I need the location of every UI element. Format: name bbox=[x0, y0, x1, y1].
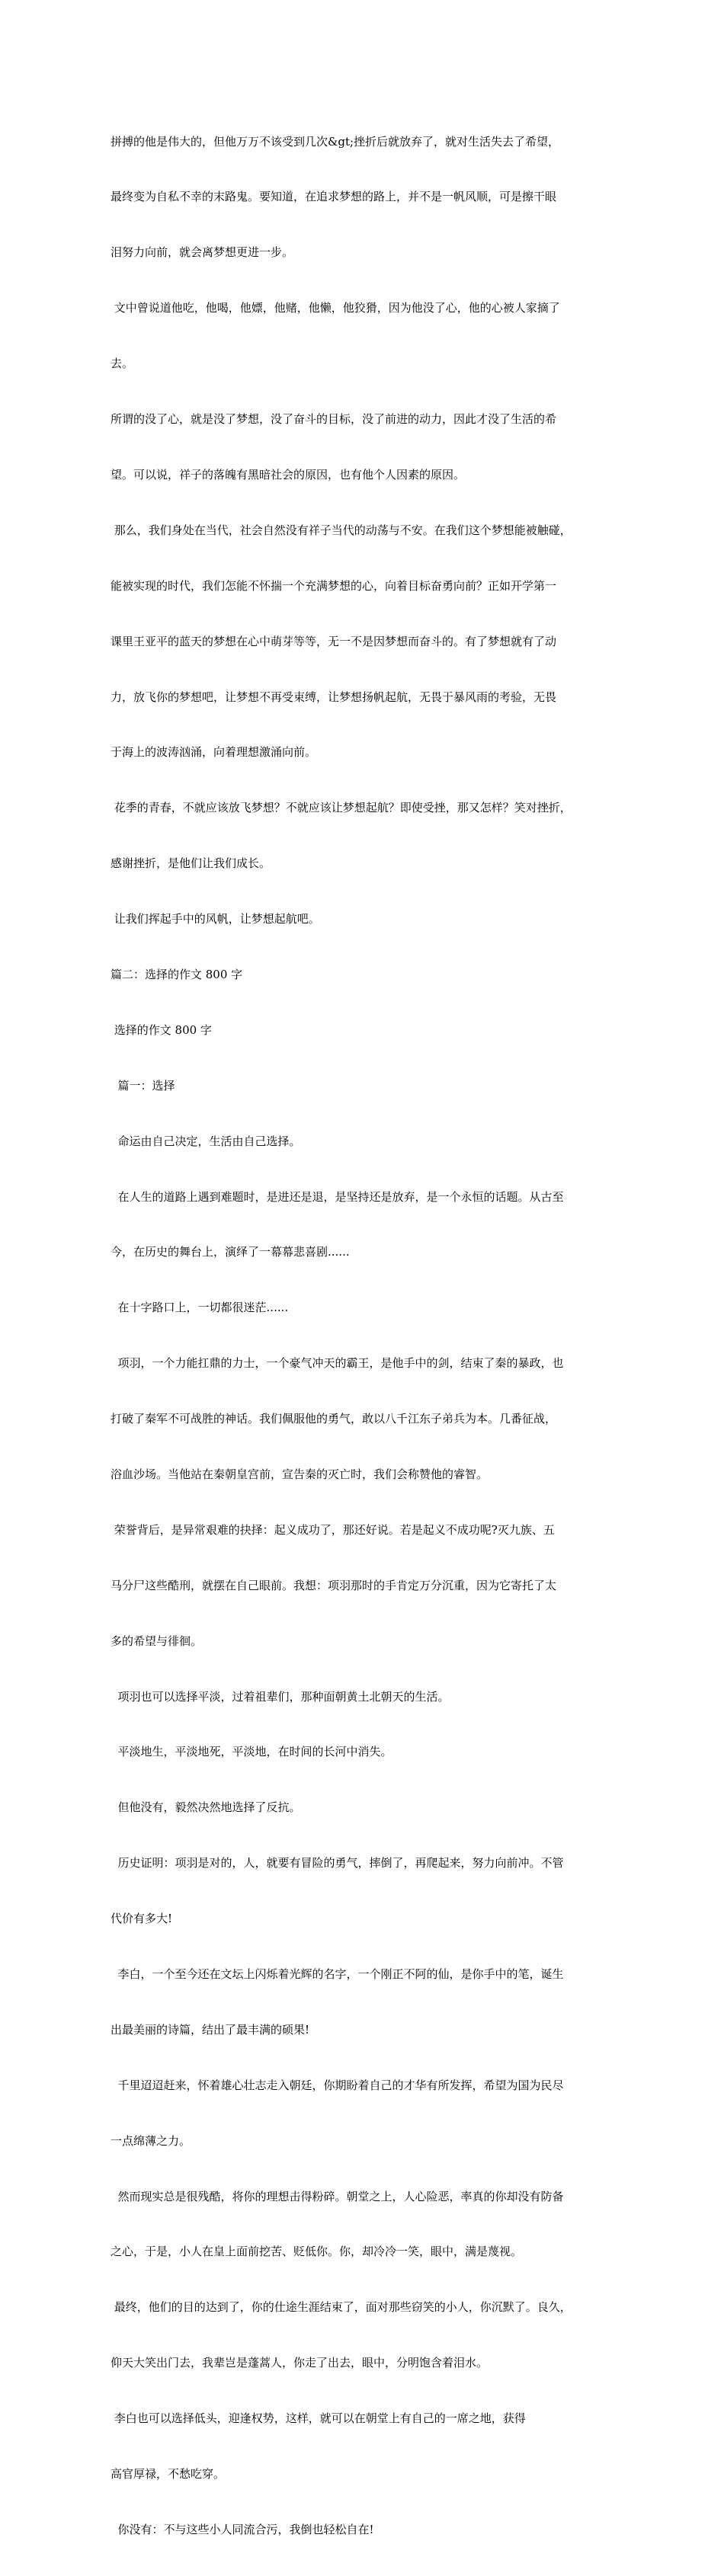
text-line: 平淡地生，平淡地死，平淡地，在时间的长河中消失。 bbox=[111, 1745, 392, 1759]
text-line: 然而现实总是很残酷，将你的理想击得粉碎。朝堂之上，人心险恶，率真的你却没有防备 bbox=[111, 2189, 564, 2203]
text-line: 最终，他们的目的达到了，你的仕途生涯结束了，面对那些窃笑的小人，你沉默了。良久， bbox=[111, 2300, 572, 2315]
text-line: 项羽也可以选择平淡，过着祖辈们，那种面朝黄土北朝天的生活。 bbox=[111, 1689, 450, 1704]
text-line: 拼搏的他是伟大的，但他万万不该受到几次&gt;挫折后就放弃了，就对生活失去了希望， bbox=[111, 134, 560, 149]
text-line: 课里王亚平的蓝天的梦想在心中萌芽等等，无一不是因梦想而奋斗的。有了梦想就有了动 bbox=[111, 634, 557, 648]
text-line: 花季的青春，不就应该放飞梦想？不就应该让梦想起航？即使受挫，那又怎样？笑对挫折， bbox=[111, 801, 572, 815]
text-line: 千里迢迢赶来，怀着雄心壮志走入朝廷，你期盼着自己的才华有所发挥，希望为国为民尽 bbox=[111, 2078, 564, 2092]
text-line: 荣誉背后，是异常艰难的抉择：起义成功了，那还好说。若是起义不成功呢?灭九族、五 bbox=[111, 1522, 555, 1537]
text-line: 所谓的没了心，就是没了梦想，没了奋斗的目标，没了前进的动力，因此才没了生活的希 bbox=[111, 412, 557, 427]
text-line: 代价有多大! bbox=[111, 1912, 173, 1926]
text-line: 你没有：不与这些小人同流合污，我倒也轻松自在! bbox=[111, 2522, 374, 2536]
text-line: 一点绵薄之力。 bbox=[111, 2133, 191, 2148]
text-line: 力，放飞你的梦想吧，让梦想不再受束缚，让梦想扬帆起航，无畏于暴风雨的考验，无畏 bbox=[111, 690, 557, 704]
text-line: 浴血沙场。当他站在秦朝皇宫前，宣告秦的灭亡时，我们会称赞他的睿智。 bbox=[111, 1467, 489, 1481]
text-line: 于海上的波涛汹涌，向着理想激涌向前。 bbox=[111, 745, 317, 760]
text-line: 出最美丽的诗篇，结出了最丰满的硕果! bbox=[111, 2022, 310, 2037]
text-line: 但他没有，毅然决然地选择了反抗。 bbox=[111, 1800, 301, 1815]
text-line: 让我们挥起手中的风帆，让梦想起航吧。 bbox=[111, 912, 320, 926]
text-line: 在人生的道路上遇到难题时，是进还是退，是坚持还是放弃，是一个永恒的话题。从古至 bbox=[111, 1189, 564, 1204]
text-line: 马分尸这些酷刑，就摆在自己眼前。我想：项羽那时的手肯定万分沉重，因为它寄托了太 bbox=[111, 1578, 557, 1592]
text-line: 今，在历史的舞台上，演绎了一幕幕悲喜剧...... bbox=[111, 1245, 350, 1259]
section-heading: 篇二：选择的作文 800 字 bbox=[111, 967, 243, 981]
text-line: 多的希望与徘徊。 bbox=[111, 1634, 203, 1648]
article-title: 选择的作文 800 字 bbox=[111, 1022, 212, 1037]
text-line: 历史证明：项羽是对的，人，就要有冒险的勇气，摔倒了，再爬起来，努力向前冲。不管 bbox=[111, 1856, 564, 1870]
text-line: 泪努力向前，就会离梦想更进一步。 bbox=[111, 245, 294, 260]
text-line: 仰天大笑出门去，我辈岂是蓬蒿人，你走了出去，眼中，分明饱含着泪水。 bbox=[111, 2356, 489, 2370]
text-line: 文中曾说道他吃，他喝，他嫖，他赌，他懒，他狡猾，因为他没了心，他的心被人家摘了 bbox=[111, 301, 560, 315]
text-line: 之心，于是，小人在皇上面前挖苦、贬低你。你，却冷冷一笑，眼中，满是蔑视。 bbox=[111, 2245, 523, 2259]
text-line: 在十字路口上，一切都很迷茫...... bbox=[111, 1301, 289, 1315]
text-line: 最终变为自私不幸的末路鬼。要知道，在追求梦想的路上，并不是一帆风顺，可是擦干眼 bbox=[111, 190, 557, 204]
text-line: 项羽，一个力能扛鼎的力士，一个豪气冲天的霸王，是他手中的剑，结束了秦的暴政，也 bbox=[111, 1356, 564, 1371]
text-line: 感谢挫折，是他们让我们成长。 bbox=[111, 856, 271, 871]
subsection-heading: 篇一：选择 bbox=[111, 1078, 175, 1093]
text-line: 李白也可以选择低头，迎逢权势，这样，就可以在朝堂上有自己的一席之地，获得 bbox=[111, 2411, 526, 2426]
text-line: 李白，一个至今还在文坛上闪烁着光辉的名字，一个刚正不阿的仙，是你手中的笔，诞生 bbox=[111, 1966, 564, 1981]
text-line: 打破了秦军不可战胜的神话。我们佩服他的勇气，敢以八千江东子弟兵为本。几番征战， bbox=[111, 1412, 557, 1426]
text-line: 命运由自己决定，生活由自己选择。 bbox=[111, 1134, 301, 1148]
text-line: 那么，我们身处在当代，社会自然没有祥子当代的动荡与不安。在我们这个梦想能被触碰， bbox=[111, 523, 572, 537]
text-line: 高官厚禄，不愁吃穿。 bbox=[111, 2467, 226, 2481]
document-body bbox=[111, 95, 623, 2576]
text-line: 去。 bbox=[111, 357, 134, 371]
text-line: 望。可以说，祥子的落魄有黑暗社会的原因，也有他个人因素的原因。 bbox=[111, 467, 466, 482]
text-block bbox=[111, 95, 623, 2576]
text-line: 能被实现的时代，我们怎能不怀揣一个充满梦想的心，向着目标奋勇向前？正如开学第一 bbox=[111, 578, 557, 593]
